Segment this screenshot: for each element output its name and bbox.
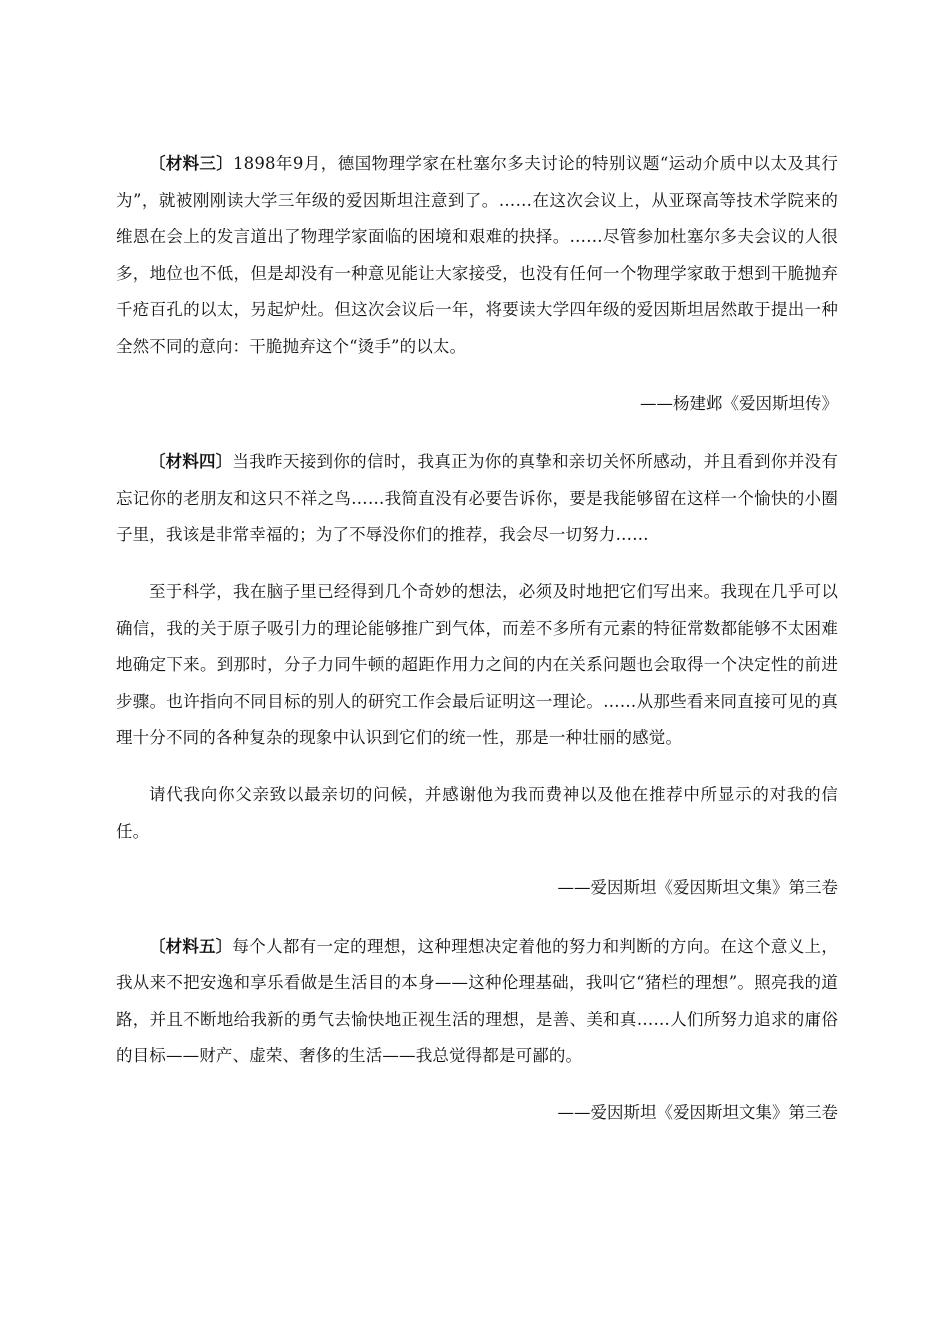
material-three-source: ——杨建邺《爱因斯坦传》 [640, 393, 838, 413]
material-four-paragraph-3: 请代我向你父亲致以最亲切的问候，并感谢他为我而费神以及他在推荐中所显示的对我的信任。 [116, 784, 838, 841]
material-four-label: 〔材料四〕 [149, 452, 233, 472]
material-four-paragraph [116, 444, 838, 554]
material-four-text: 当我昨天接到你的信时，我真正为你的真挚和亲切关怀所感动，并且看到你并没有忘记你的老朋友和这只不祥之鸟……我简直没有必要告诉你，要是我能够留在这样一个愉快的小圈子里，我该是非常幸福的；为了不辱没你们的推荐，我会尽一切努力…… [116, 452, 838, 545]
material-five-text: 每个人都有一定的理想，这种理想决定着他的努力和判断的方向。在这个意义上，我从来不把安逸和享乐看做是生活目的本身——这种伦理基础，我叫它“猪栏的理想”。照亮我的道路，并且不断地给我新的勇气去愉快地正视生活的理想，是善、美和真……人们所努力追求的庸俗的目标——财产、虚荣、奢侈的生活——我总觉得都是可鄙的。 [116, 936, 838, 1066]
material-four-paragraph-2: 至于科学，我在脑子里已经得到几个奇妙的想法，必须及时地把它们写出来。我现在几乎可以确信，我的关于原子吸引力的理论能够推广到气体，而差不多所有元素的特征常数都能够不太困难地确定下来。到那时，分子力同牛顿的超距作用力之间的内在关系问题也会取得一个决定性的前进步骤。也许指向不同目标的别人的研究工作会最后证明这一理论。……从那些看来同直接可见的真理十分不同的各种复杂的现象中认识到它们的统一性，那是一种壮丽的感觉。 [116, 581, 838, 748]
material-five-source: ——爱因斯坦《爱因斯坦文集》第三卷 [557, 1103, 838, 1123]
material-three-label: 〔材料三〕 [149, 154, 234, 173]
document-page [116, 146, 838, 1132]
material-three-text: 1898年9月，德国物理学家在杜塞尔多夫讨论的特别议题“运动介质中以太及其行为”，就被刚刚读大学三年级的爱因斯坦注意到了。……在这次会议上，从亚琛高等技术学院来的维恩在会上的发言道出了物理学家面临的困境和艰难的抉择。……尽管参加杜塞尔多夫会议的人很多，地位也不低，但是却没有一种意见能让大家接受，也没有任何一个物理学家敢于想到干脆抛弃千疮百孔的以太，另起炉灶。但这次会议后一年，将要读大学四年级的爱因斯坦居然敢于提出一种全然不同的意向：干脆抛弃这个“烫手”的以太。 [116, 154, 839, 356]
material-five-label: 〔材料五〕 [149, 936, 233, 956]
material-four-source: ——爱因斯坦《爱因斯坦文集》第三卷 [557, 878, 838, 898]
material-three-paragraph [116, 146, 838, 366]
material-five-paragraph [116, 929, 838, 1075]
